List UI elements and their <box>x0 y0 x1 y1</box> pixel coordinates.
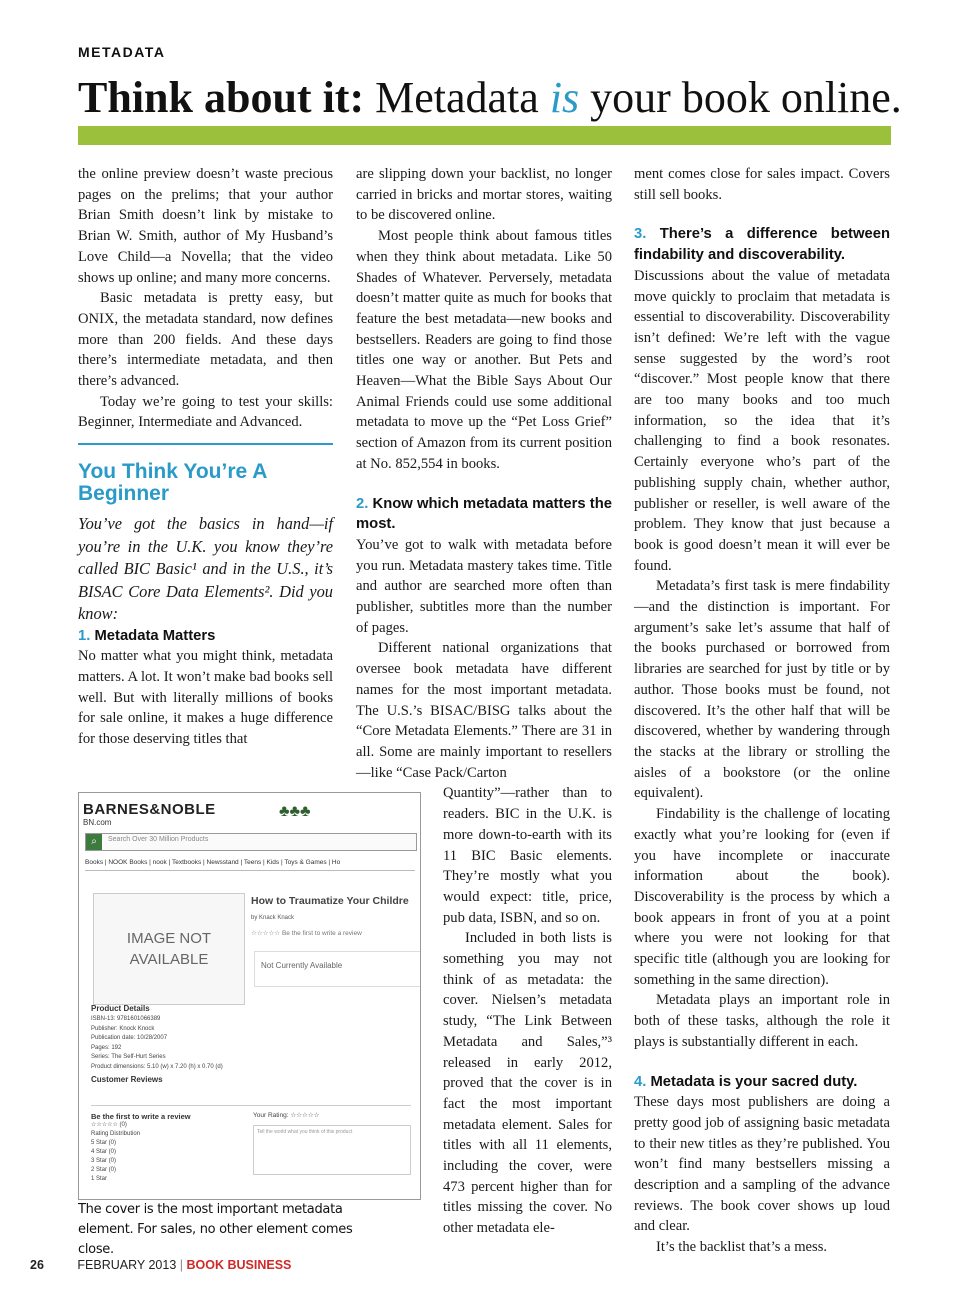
paragraph: No matter what you might think, metadata matters. A lot. It won’t make bad books sell well. But with literally millions of books for sale online, it makes a huge difference for those deserving titles that <box>78 648 333 748</box>
trees-icon: ♣♣♣ <box>279 803 311 820</box>
paragraph: ment comes close for sales impact. Covers still sell books. <box>634 166 890 203</box>
search-icon: ⌕ <box>86 834 102 850</box>
paragraph: Most people think about famous titles when they think about metadata. Like 50 Shades of Whatever. Perversely, metadata doesn’t matter quite as much for books that feature the best metadata—new books and bestsellers. Readers are going to find those titles one way or another. But Pets and Heaven—What the Bible Says About Our Animal Friends could use some additional metadata to move up the “Pet Loss Grief” section of Amazon from its current position at No. 852,554 in books. <box>356 228 612 472</box>
book-author: by Knack Knack <box>251 915 295 921</box>
search-input <box>85 833 417 851</box>
rating-stars: ☆☆☆☆☆ Be the first to write a review <box>251 930 362 937</box>
title-part-b: your book online. <box>590 73 902 122</box>
figure-caption: The cover is the most important metadata element. For sales, no other element comes close. <box>78 1202 353 1257</box>
cover-placeholder <box>93 893 245 1005</box>
paragraph: Discussions about the value of metadata move quickly to proclaim that metadata is essential to discoverability. Discoverability isn’t defined: We’re left with the vague sense suggested by the word’s root “discover.” Most people know that there are too many books and too much information, so the idea that it’s challenging to find a book resonates. Certainly everyone who’s part of the publishing supply chain, whether author, publisher or reseller, is well aware of the problem. They know that just because a book is good doesn’t mean it will ever be found. <box>634 267 890 574</box>
paragraph: Basic metadata is pretty easy, but ONIX, the metadata standard, now defines more than 200 fields. And these days there’s intermediate metadata, and then there’s advanced. <box>78 290 333 390</box>
availability-text: Not Currently Available <box>261 961 343 970</box>
your-rating: Your Rating: ☆☆☆☆☆ <box>253 1112 320 1119</box>
subheading-1: 1. Metadata Matters <box>78 627 216 644</box>
level-heading: You Think You’re A Beginner <box>78 460 267 506</box>
paragraph: are slipping down your backlist, no longer carried in bricks and mortar stores, waiting to be discovered online. <box>356 166 612 224</box>
subheading-4: 4. Metadata is your sacred duty. <box>634 1073 858 1090</box>
footer-separator: | <box>179 1258 184 1272</box>
level-intro: You’ve got the basics in hand—if you’re in the U.K. you know they’re called BIC Basic¹ and in the U.S., it’s BISAC Core Data Elements². Did you know: <box>78 514 333 624</box>
page-footer <box>30 1258 291 1272</box>
review-textbox: Tell the world what you think of this product <box>253 1125 411 1175</box>
title-emphasis: is <box>549 73 580 122</box>
subheading-3: 3. There’s a difference between findability and discoverability. <box>634 226 890 264</box>
column-3 <box>634 164 890 1258</box>
paragraph: You’ve got to walk with metadata before you run. Metadata mastery takes time. Title and author are searched more often than publisher, subtitles more than the number of pages. <box>356 536 612 636</box>
paragraph: Findability is the challenge of locating exactly what you’re looking for (even if you have incomplete or inaccurate information about the book). Discoverability is the process by which a book appears in front of you at a point where you were not looking for that specific title (although you are looking for something in the same direction). <box>634 806 890 988</box>
column-1 <box>78 164 333 750</box>
bn-screenshot-figure <box>78 792 421 1200</box>
search-placeholder: Search Over 30 Million Products <box>108 836 209 843</box>
header-accent-bar <box>78 126 891 145</box>
paragraph: Included in both lists is something you may not think of as metadata: the cover. Nielsen’s metadata study, “The Link Between Metadata and Sales,”³ released in early 2012, proved that the cover is in fact the most important metadata element. Sales for titles with all 11 elements, including the cover, were 473 percent higher than for titles missing the cover. No other metadata ele- <box>443 930 612 1237</box>
section-divider <box>78 443 333 445</box>
bn-logo-subtitle: BN.com <box>83 818 112 827</box>
bn-logo: BARNES&NOBLE <box>83 801 216 818</box>
title-part-a: Metadata <box>375 73 539 122</box>
wrapped-text <box>443 783 612 1238</box>
image-not-available: IMAGE NOT AVAILABLE <box>126 930 212 968</box>
page-number: 26 <box>30 1258 44 1272</box>
subheading-2: 2. Know which metadata matters the most. <box>356 495 612 533</box>
publication-name: BOOK BUSINESS <box>186 1258 292 1272</box>
paragraph: It’s the backlist that’s a mess. <box>656 1239 828 1256</box>
paragraph: the online preview doesn’t waste precious pages on the prelims; that your author Brian Smith doesn’t link by mistake to Brian W. Smith, author of My Husband’s Love Child—a Novella; that the video shows up online; and many more concerns. <box>78 166 333 286</box>
title-lead: Think about it: <box>78 73 365 122</box>
page-title <box>78 72 902 124</box>
customer-reviews: Be the first to write a review ☆☆☆☆☆ (0) Rating Distribution 5 Star (0) 4 Star (0) 3 Star (0) 2 Star (0) 1 Star <box>91 1105 411 1184</box>
paragraph: These days most publishers are doing a pretty good job of assigning basic metadata to their new titles as they’re published. You won’t find many bestsellers missing a description and a sampling of the advance reviews. The book cover shows up loud and clear. <box>634 1094 890 1235</box>
product-details: Product Details ISBN-13: 9781601066389 Publisher: Knock Knock Publication date: 10/28/2007 Pages: 192 Series: The Self-Hurt Series Product dimensions: 5.10 (w) x 7.20 (h) x 0.70 (d) Customer Reviews <box>91 1004 223 1084</box>
paragraph: Different national organizations that oversee book metadata have different names for the most important metadata. The U.S.’s BISAC/BISG talks about the “Core Metadata Elements.” There are 31 in all. Some are mainly important to resellers—like “Case Pack/Carton <box>356 640 612 781</box>
issue-date: FEBRUARY 2013 <box>77 1258 177 1272</box>
category-nav: Books | NOOK Books | nook | Textbooks | Newsstand | Teens | Kids | Toys & Games | Ho <box>85 859 415 871</box>
section-tag: METADATA <box>78 44 166 60</box>
paragraph: Today we’re going to test your skills: Beginner, Intermediate and Advanced. <box>78 393 333 431</box>
paragraph: Quantity”—rather than to readers. BIC in the U.K. is more down-to-earth with its 11 BIC Basic elements. They’re mostly what you would expect: title, price, pub data, ISBN, and so on. <box>443 785 612 926</box>
paragraph: Metadata plays an important role in both of these tasks, although the role it plays is substantially different in each. <box>634 992 890 1050</box>
book-title: How to Traumatize Your Childre <box>251 895 409 907</box>
paragraph: Metadata’s first task is mere findability—and the distinction is important. For argument’s sake let’s assume that half of the books purchased or borrowed from libraries are searched for just by title or by author. Those books must be found, not discovered. It’s the other half that will be discovered, whether by wandering through the stacks at the library or strolling the aisles of a bookstore (or the online equivalent). <box>634 578 890 802</box>
